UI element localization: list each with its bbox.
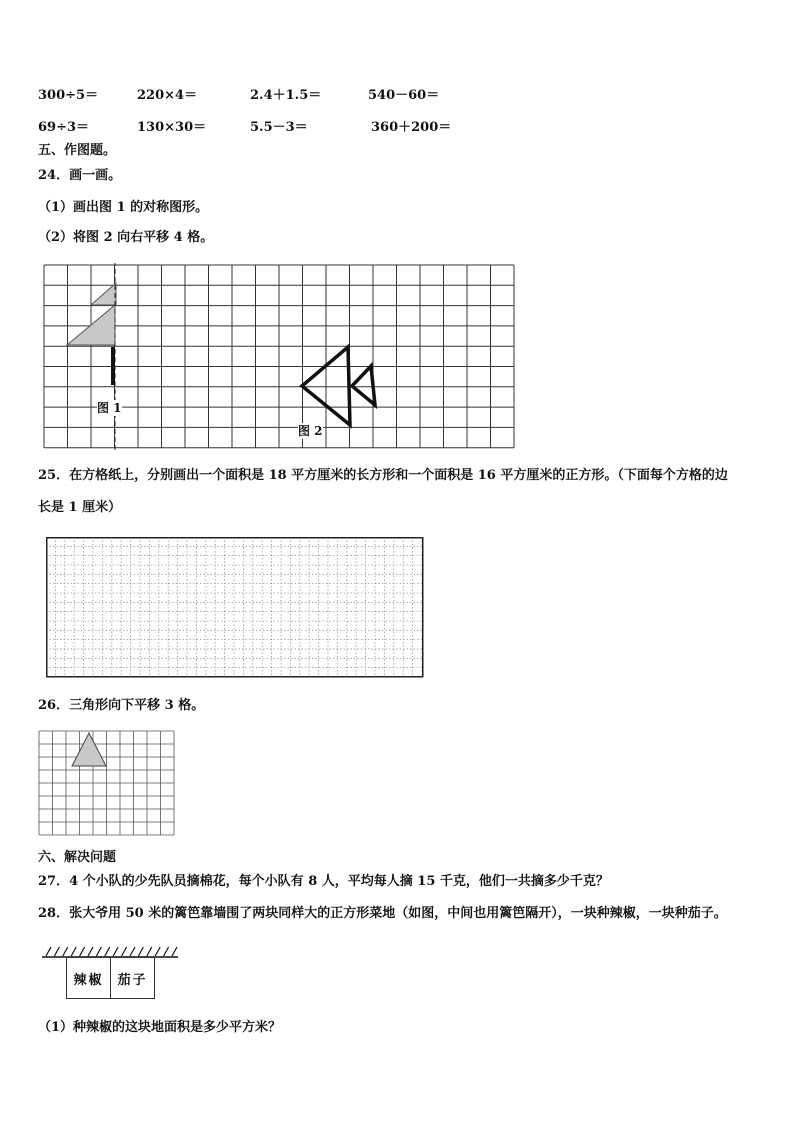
hatch-mark [147, 947, 152, 956]
calc-item: 5.5－3＝ [250, 120, 308, 135]
question-title: 25．在方格纸上，分别画出一个面积是 18 平方厘米的长方形和一个面积是 16 平方厘米的正方形。（下面每个方格的边 [38, 468, 728, 483]
fig1-label: 图 1 [97, 401, 122, 415]
hatch-mark [130, 947, 135, 956]
fig2-small-triangle [352, 366, 375, 405]
calc-item: 360＋200＝ [371, 120, 452, 135]
hatch-mark [164, 947, 169, 956]
q25-dotted-grid[interactable] [46, 537, 424, 678]
question-title: 24．画一画。 [38, 168, 122, 183]
hatch-mark [113, 947, 118, 956]
calc-item: 540－60＝ [368, 88, 440, 103]
dotted-grid-border [47, 538, 423, 677]
hatch-mark [96, 947, 101, 956]
hatch-mark [122, 947, 127, 956]
section-heading: 五、作图题。 [38, 143, 117, 158]
hatch-mark [63, 947, 68, 956]
q26-grid-figure [38, 730, 176, 836]
hatch-mark [138, 947, 143, 956]
calc-item: 69÷3＝ [38, 120, 90, 135]
calc-item: 130×30＝ [137, 120, 207, 135]
question-subitem: （1）画出图 1 的对称图形。 [38, 200, 209, 215]
question-subitem: （2）将图 2 向右平移 4 格。 [38, 230, 214, 245]
calc-item: 300÷5＝ [38, 88, 99, 103]
fig1-shape-top [91, 283, 116, 305]
section-heading: 六、解决问题 [38, 850, 117, 865]
hatch-mark [155, 947, 160, 956]
q24-grid-figure [42, 263, 518, 451]
question-subitem: （1）种辣椒的这块地面积是多少平方米？ [38, 1020, 282, 1035]
calc-item: 220×4＝ [137, 88, 198, 103]
plot-pepper: 辣椒 [66, 957, 111, 999]
grid-lines [39, 731, 174, 835]
hatch-mark [88, 947, 93, 956]
plot-eggplant: 茄子 [110, 957, 155, 999]
hatch-mark [54, 947, 59, 956]
fig2-label: 图 2 [298, 424, 323, 438]
hatch-mark [71, 947, 76, 956]
dotted-grid-lines [46, 537, 422, 677]
hatch-mark [105, 947, 110, 956]
triangle-shape [72, 733, 106, 766]
hatch-mark [46, 947, 51, 956]
question-title: 26．三角形向下平移 3 格。 [38, 698, 205, 713]
calc-item: 2.4＋1.5＝ [250, 88, 322, 103]
hatch-mark [172, 947, 177, 956]
question-title-cont: 长是 1 厘米） [38, 500, 122, 515]
hatch-mark [80, 947, 85, 956]
question-title: 27．4 个小队的少先队员摘棉花，每个小队有 8 人，平均每人摘 15 千克，他们一共摘多少千克？ [38, 874, 609, 889]
question-title: 28．张大爷用 50 米的篱笆靠墙围了两块同样大的正方形菜地（如图，中间也用篱笆隔开），一块种辣椒，一块种茄子。 [38, 906, 727, 921]
